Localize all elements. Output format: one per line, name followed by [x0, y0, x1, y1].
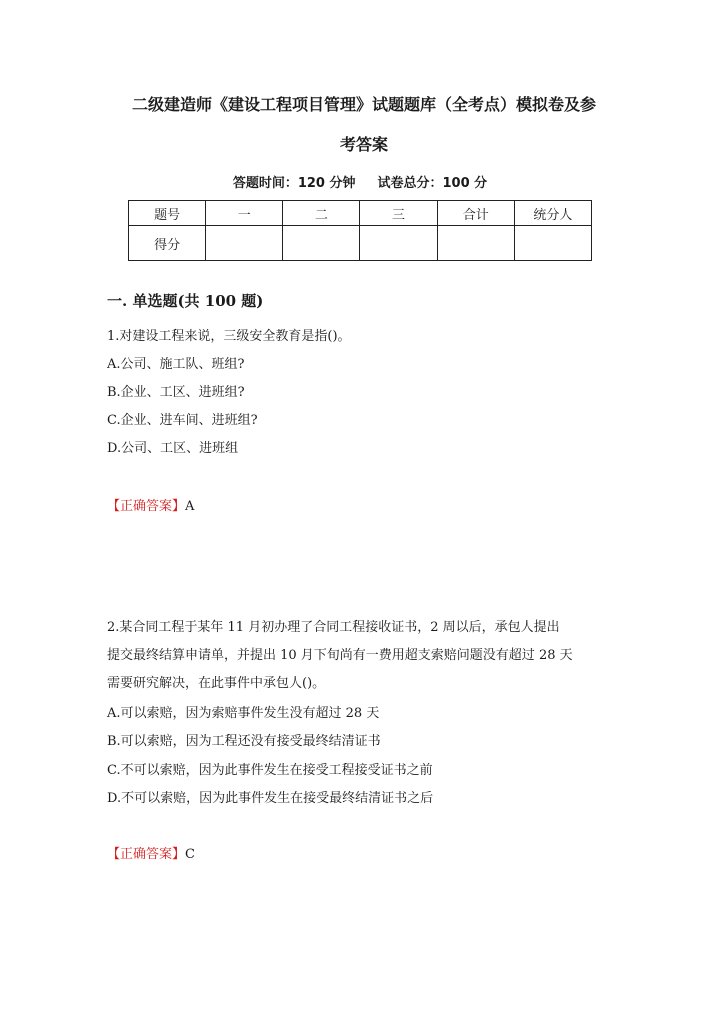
question-2-stem-line-1: 2.某合同工程于某年 11 月初办理了合同工程接收证书，2 周以后，承包人提出 [107, 620, 560, 635]
document-title-line-1: 二级建造师《建设工程项目管理》试题题库（全考点）模拟卷及参 [131, 95, 596, 114]
score-header-cell: 二 [283, 201, 360, 226]
score-cell [283, 226, 360, 261]
score-table-score-row [129, 226, 592, 261]
score-cell [206, 226, 283, 261]
score-header-cell: 合计 [437, 201, 514, 226]
exam-duration: 答题时间：120 分钟 [232, 176, 356, 191]
question-2-answer [107, 843, 195, 862]
score-header-cell: 题号 [129, 201, 206, 226]
score-cell [514, 226, 591, 261]
section-heading: 一. 单选题(共 100 题) [107, 292, 264, 310]
question-2-option-a: A.可以索赔，因为索赔事件发生没有超过 28 天 [107, 706, 380, 721]
question-2-option-c: C.不可以索赔，因为此事件发生在接受工程接受证书之前 [107, 763, 433, 778]
question-1-answer [107, 495, 194, 514]
score-header-cell: 三 [360, 201, 437, 226]
score-row-label: 得分 [129, 226, 206, 261]
question-2-stem-line-2: 提交最终结算申请单，并提出 10 月下旬尚有一费用超支索赔问题没有超过 28 天 [107, 648, 573, 663]
score-table-header-row [129, 201, 592, 226]
question-1-option-c: C.企业、进车间、进班组? [107, 413, 258, 428]
question-1-option-b: B.企业、工区、进班组? [107, 385, 245, 400]
question-2-stem-line-3: 需要研究解决，在此事件中承包人()。 [107, 676, 326, 691]
score-cell [360, 226, 437, 261]
question-1-option-a: A.公司、施工队、班组? [107, 357, 245, 372]
question-2-option-b: B.可以索赔，因为工程还没有接受最终结清证书 [107, 734, 381, 749]
exam-meta [0, 172, 720, 191]
question-1-option-d: D.公司、工区、进班组 [107, 441, 239, 456]
question-1-stem: 1.对建设工程来说，三级安全教育是指()。 [107, 329, 351, 344]
answer-label: 【正确答案】 [107, 499, 186, 514]
score-header-cell: 一 [206, 201, 283, 226]
answer-value: A [185, 499, 195, 514]
score-table [128, 200, 592, 261]
question-2-option-d: D.不可以索赔，因为此事件发生在接受最终结清证书之后 [107, 791, 434, 806]
document-title-line-2: 考答案 [339, 135, 388, 154]
score-header-cell: 统分人 [514, 201, 591, 226]
exam-total-score: 试卷总分：100 分 [377, 176, 488, 191]
score-cell [437, 226, 514, 261]
answer-label: 【正确答案】 [107, 847, 186, 862]
answer-value: C [185, 847, 195, 862]
